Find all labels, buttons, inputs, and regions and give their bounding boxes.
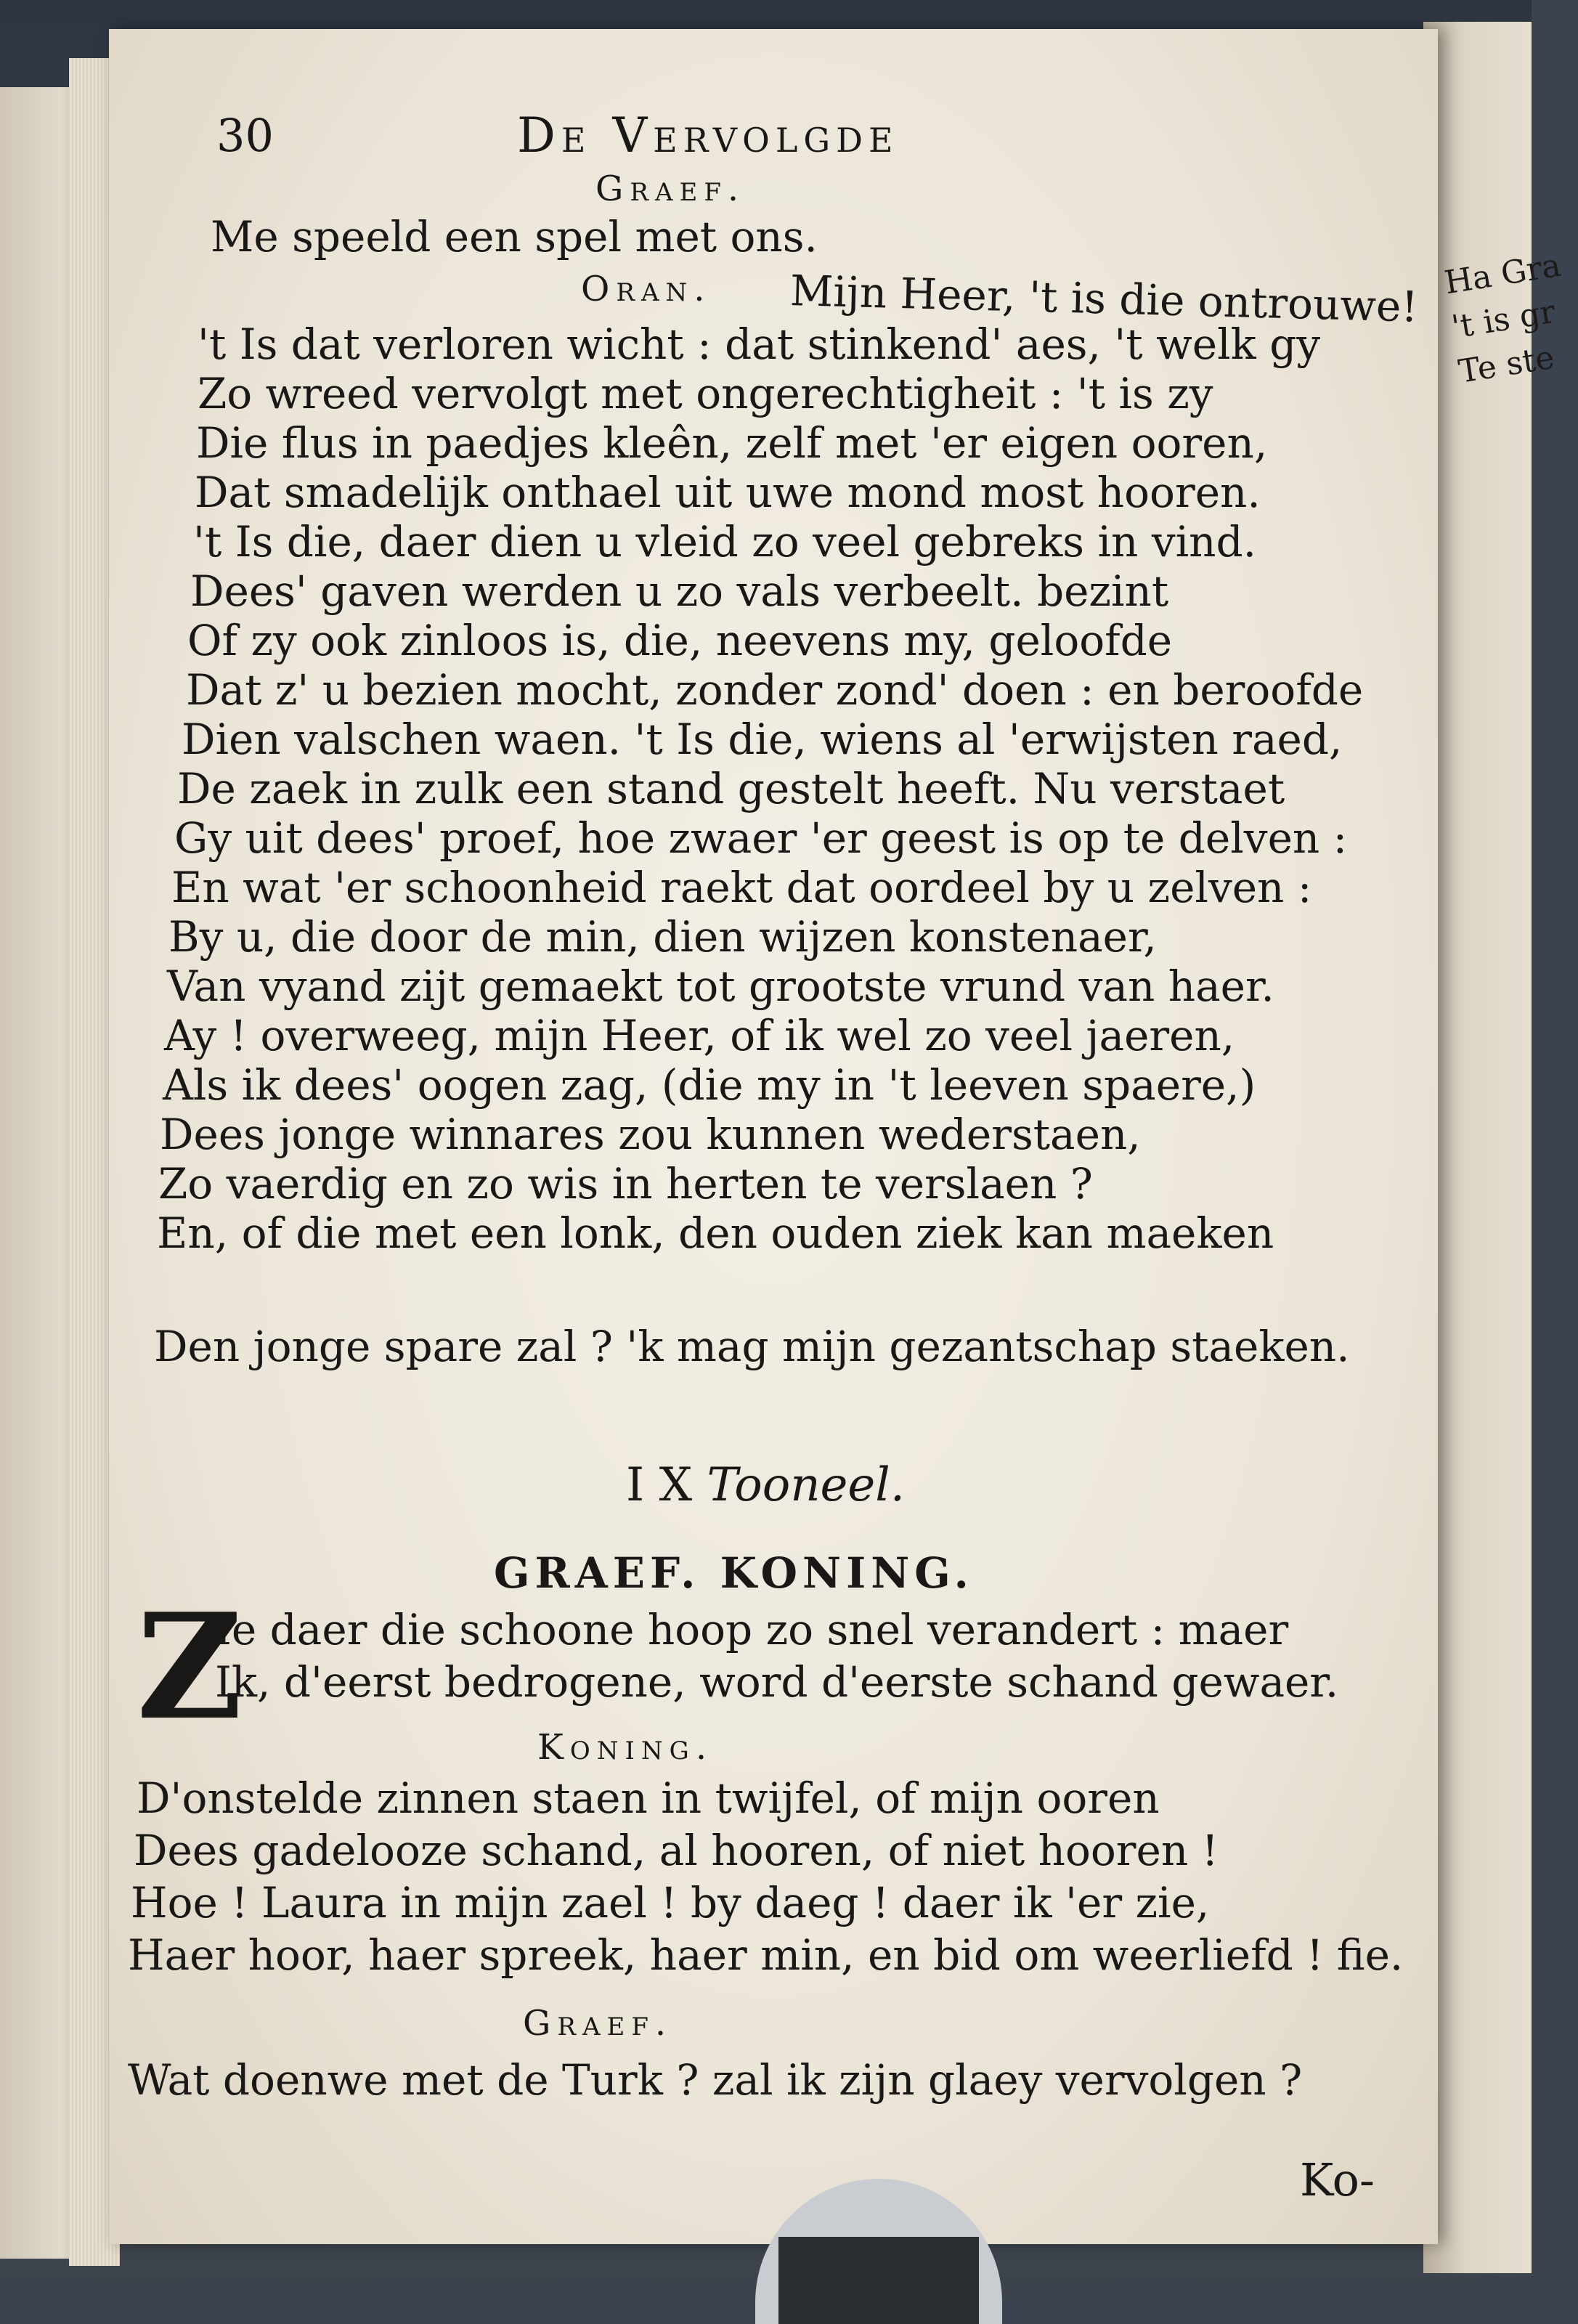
right-fragment: Te ste (1456, 338, 1557, 391)
verse-line: Van vyand zijt gemaekt tot grootste vrund van haer. (167, 962, 1274, 1011)
verse-line: Me speeld een spel met ons. (211, 212, 818, 261)
speaker-graef: Graef. (595, 168, 746, 209)
drop-cap: Z (137, 1582, 243, 1752)
verse-line: By u, die door de min, dien wijzen konstenaer, (168, 912, 1157, 962)
verse-line: Ay ! overweeg, mijn Heer, of ik wel zo veel jaeren, (164, 1011, 1235, 1060)
running-head: De Vervolgde (517, 107, 899, 163)
verse-line: De zaek in zulk een stand gestelt heeft. Nu verstaet (177, 764, 1285, 813)
verse-line: Dien valschen waen. 't Is die, wiens al 'erwijsten raed, (182, 715, 1343, 764)
verse-line: Den jonge spare zal ? 'k mag mijn gezantschap staeken. (154, 1322, 1350, 1371)
speaker-oran: Oran. (581, 269, 712, 309)
verse-line: Hoe ! Laura in mijn zael ! by daeg ! daer ik 'er zie, (131, 1878, 1210, 1927)
verse-line: Mijn Heer, 't is die ontrouwe! (789, 266, 1419, 332)
verse-line: Dees' gaven werden u zo vals verbeelt. bezint (190, 566, 1169, 616)
verse-line: Dat smadelijk onthael uit uwe mond most hooren. (195, 468, 1261, 517)
verse-line: En, of die met een lonk, den ouden ziek kan maeken (157, 1208, 1274, 1258)
verse-line: 't Is dat verloren wicht : dat stinkend' aes, 't welk gy (198, 320, 1321, 369)
verse-line: Haer hoor, haer spreek, haer min, en bid om weerliefd ! fie. (128, 1930, 1404, 1980)
verse-line: Dees gadelooze schand, al hooren, of niet hooren ! (134, 1826, 1219, 1875)
scene-heading (626, 1458, 905, 1512)
verse-line: Wat doenwe met de Turk ? zal ik zijn glaey vervolgen ? (128, 2055, 1303, 2105)
verse-line: Zo vaerdig en zo wis in herten te verslaen ? (158, 1159, 1093, 1208)
right-fragment: 't is gr (1449, 293, 1558, 346)
verse-line: 't Is die, daer dien u vleid zo veel gebreks in vind. (193, 517, 1257, 566)
verse-line: Ik, d'eerst bedrogene, word d'eerste schand gewaer. (215, 1657, 1339, 1707)
verse-line: Zo wreed vervolgt met ongerechtigheit : 't is zy (198, 369, 1213, 418)
verse-line: Dat z' u bezien mocht, zonder zond' doen : en beroofde (186, 665, 1364, 715)
speaker-koning: Koning. (537, 1727, 714, 1768)
speaker-graef: Graef. (523, 2003, 673, 2044)
verse-line: Ie daer die schoone hoop zo snel verandert : maer (215, 1605, 1289, 1654)
verse-line: D'onstelde zinnen staen in twijfel, of mijn ooren (137, 1774, 1160, 1823)
verse-line: Als ik dees' oogen zag, (die my in 't leeven spaere,) (163, 1060, 1256, 1110)
verse-line: Gy uit dees' proef, hoe zwaer 'er geest is op te delven : (174, 813, 1348, 863)
right-fragment: Ha Gra (1441, 246, 1563, 302)
scene-cast: GRAEF. KONING. (494, 1548, 974, 1598)
page-number: 30 (216, 109, 274, 162)
verse-line: Of zy ook zinloos is, die, neevens my, geloofde (187, 616, 1173, 665)
verse-line: En wat 'er schoonheid raekt dat oordeel by u zelven : (171, 863, 1312, 912)
verse-line: Dees jonge winnares zou kunnen wederstaen, (160, 1110, 1141, 1159)
catchword: Ko- (1300, 2153, 1375, 2206)
scene-label: Tooneel. (707, 1458, 906, 1512)
book-stand-base (778, 2237, 979, 2324)
verse-line: Die flus in paedjes kleên, zelf met 'er eigen ooren, (196, 418, 1268, 468)
scene-number: I X (626, 1458, 693, 1512)
